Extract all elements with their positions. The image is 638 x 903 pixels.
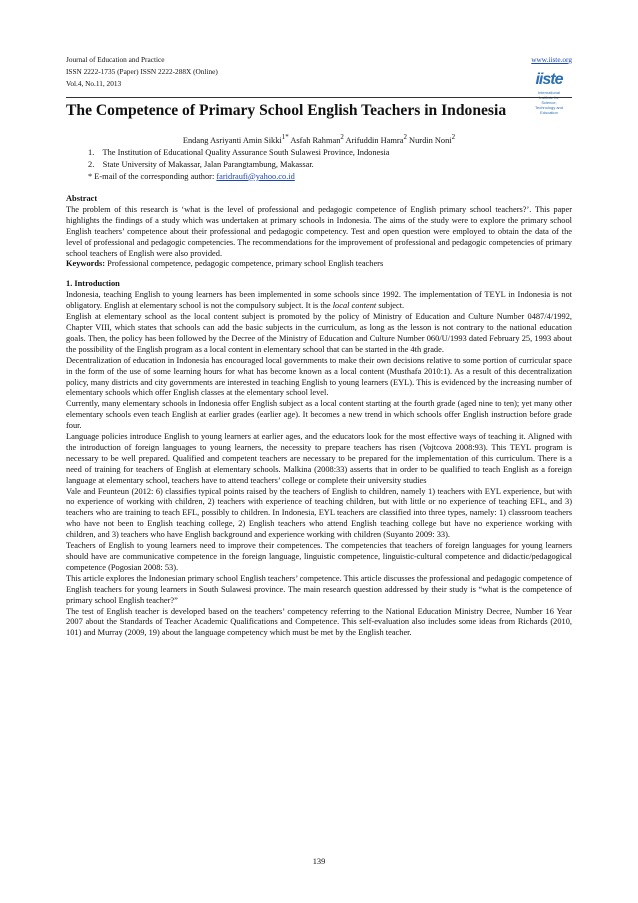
body-paragraph: Currently, many elementary schools in Indonesia offer English subject as a local content starting at the fourth grade (aged nine to ten); yet many other elementary schools even teach English at earlier grades (earlier age). It becomes a new trend in which schools offer English instruction before grade four. — [66, 399, 572, 431]
author-1-mark: 1* — [281, 133, 289, 141]
abstract-text: The problem of this research is ‘what is the level of professional and pedagogic competence of English primary school teachers?’. This paper highlights the findings of a study which was undertaken at primary schools in Indonesia. The aims of the study were to explore the primary school English teachers’ competence about their professional and pedagogic competency. Test and open question were employed to obtain the data of the level of professional and pedagogic competencies. The recommendations for the improvement of professional and pedagogic competencies of primary school teachers of English were also provided. — [66, 204, 572, 258]
email-label: * E-mail of the corresponding author: — [88, 171, 217, 181]
keywords — [66, 259, 572, 270]
journal-name: Journal of Education and Practice — [66, 55, 165, 64]
logo-tagline: International Institute for Science, Technology and Education — [534, 90, 564, 115]
local-content-emphasis: local content — [332, 301, 377, 311]
affiliation-2: 2. State University of Makassar, Jalan Parangtambung, Makassar. — [88, 159, 314, 169]
intro-paragraph: Indonesia, teaching English to young learners has been implemented in some schools since 1992. The implementation of TEYL in Indonesia is not obligatory. English at elementary school is not the compulsory subject. It is the local content subject. — [66, 290, 575, 311]
body-paragraph: This article explores the Indonesian primary school English teachers’ competence. This article discusses the professional and pedagogic competence of English teachers for young learners in South Sulawesi province. The main research question addressed by their study is “what is the competence of primary school English teacher?” — [66, 573, 572, 605]
author-4-mark: 2 — [451, 133, 456, 141]
affiliation-1: 1. The Institution of Educational Quality Assurance South Sulawesi Province, Indonesia — [88, 148, 390, 157]
author-1: Endang Asriyanti Amin Sikki — [182, 135, 282, 145]
issn-line: ISSN 2222-1735 (Paper) ISSN 2222-288X (Online) — [66, 67, 218, 76]
keywords-label: Keywords: — [66, 259, 106, 269]
running-header — [66, 54, 572, 90]
body-paragraph: Decentralization of education in Indonesia has encouraged local governments to make their own decisions relative to some portion of curricular space in the form of the use of some learning hours for what has become known as a local content (Musthafa 2010:1). As a result of this decentralization policy, many districts and city governments are interested in teaching English to young learners (EYL). This is evidenced by the increasing number of elementary schools which offer English classes at the elementary school level. — [66, 355, 572, 398]
author-3-mark: 2 — [403, 133, 407, 141]
author-line — [66, 133, 572, 145]
header-rule — [66, 97, 572, 98]
email-link[interactable]: faridraufi@yahoo.co.id — [216, 171, 295, 181]
iiste-logo — [532, 70, 566, 115]
page-number: 139 — [312, 857, 326, 866]
body-paragraph: Language policies introduce English to young learners at earlier ages, and the educators look for the most effective ways of teaching it. Aligned with the introduction of foreign languages to young learners, the necessity to prepare teachers has risen (Vojtcova 2008:93). This TEYL program is necessary to be well prepared. Qualified and competent teachers are necessary to be prepared for the implementation of this curriculum. There is a need of training for teachers of English at elementary schools. Malkina (2008:33) asserts that in order to be qualified to teach English as a foreign language at elementary school, teachers have to attend teachers’ college or complete their university studies — [66, 432, 572, 485]
author-4: Nurdin Noni — [409, 135, 452, 145]
body-paragraph: English at elementary school as the local content subject is promoted by the policy of Ministry of Education and Culture Number 0487/4/1992, Chapter VIII, which states that schools can add the basic subjects in the curriculum, as long as the lesson is not contrary to the national education goals. Then, the policy has been followed by the Decree of the Ministry of Education and Culture Number 060/U/1993 dated February 25, 1993 about the possibility of the English program as a local content in elementary school that can be started in the 4th grade. — [66, 312, 572, 354]
body-paragraph: Teachers of English to young learners need to improve their competences. The competencies that teachers of foreign languages for young learners should have are communicative competence in the foreign language, linguistic competence, linguistic-cultural competence and didactic/pedagogical competence (Pogosian 2008: 53). — [66, 541, 572, 572]
affiliations — [88, 147, 390, 182]
paper-body — [66, 194, 575, 639]
journal-url[interactable]: www.iiste.org — [531, 55, 572, 64]
author-2-mark: 2 — [340, 133, 344, 141]
corresponding-email-line — [88, 171, 390, 183]
volume-line: Vol.4, No.11, 2013 — [66, 79, 122, 88]
body-paragraph: Vale and Feunteun (2012: 6) classifies typical points raised by the teachers of English to children, namely 1) teachers with EYL experience, but with no experience of working with children, 2) teachers with experience of teaching children, but with little or no experience of teaching EFL, and 3) teachers who are training to teach EFL, possibly to children. In Indonesia, EYL teachers are classified into three types, namely: 1) classroom teachers who have not been to English teaching college, 2) English teachers who attend English teaching college but have no experience working with children, and 3) teachers who have English background and experience working with children (Suyanto 2009: 33). — [66, 486, 572, 540]
logo-mark: iiste — [535, 71, 563, 88]
keywords-text: Professional competence, pedagogic competence, primary school English teachers — [105, 259, 384, 269]
author-2: Asfah Rahman — [290, 135, 341, 145]
body-paragraph: The test of English teacher is developed based on the teachers’ competency referring to the National Education Ministry Decree, Number 16 Year 2007 about the Standards of Teacher Academic Qualifications and Competence. This self-evaluation also includes some ideas from Richards (2010, 101) and Murray (2009, 19) about the language competency which must be met by the English teacher. — [66, 606, 572, 638]
author-3: Arifuddin Hamra — [345, 135, 404, 145]
section-heading-introduction: 1. Introduction — [66, 279, 120, 289]
paper-title: The Competence of Primary School English Teachers in Indonesia — [66, 102, 507, 119]
abstract-heading: Abstract — [66, 194, 98, 203]
